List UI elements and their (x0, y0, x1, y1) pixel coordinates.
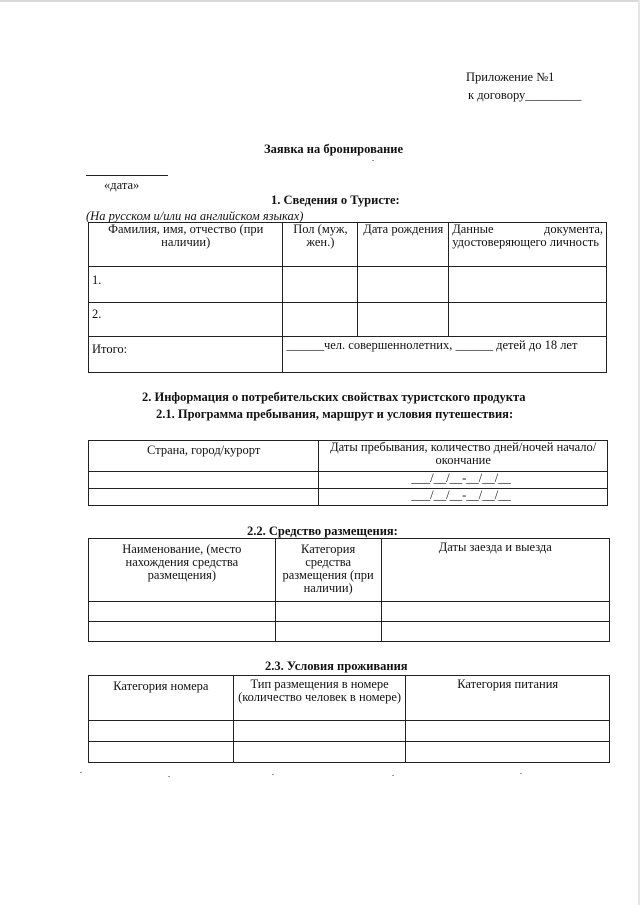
total-text: ______чел. совершеннолетних, ______ детей до 18 лет (283, 337, 607, 373)
scan-speck (520, 773, 522, 774)
tourist-row-number: 2. (89, 303, 283, 337)
tourist-table-header (89, 223, 607, 267)
scan-speck (272, 774, 274, 775)
table-row (89, 622, 610, 642)
table-row (89, 489, 608, 506)
room-table (88, 675, 610, 763)
scan-speck (168, 776, 170, 777)
route-date-field: ___/__/__-__/__/__ (319, 489, 608, 506)
scan-top-edge (0, 0, 640, 2)
total-label: Итого: (89, 337, 283, 373)
accommodation-table-header (89, 539, 610, 602)
scan-speck (392, 775, 394, 776)
route-col-place: Страна, город/курорт (89, 441, 319, 472)
tourist-table (88, 222, 607, 373)
table-row (89, 721, 610, 742)
room-col-category: Категория номера (89, 676, 234, 721)
route-col-dates: Даты пребывания, количество дней/ночей начало/окончание (319, 441, 608, 472)
section1-note: (На русском и/или на английском языках) (86, 209, 304, 223)
table-row (89, 472, 608, 489)
page-title: Заявка на бронирование (264, 142, 404, 156)
room-col-meals: Категория питания (406, 676, 610, 721)
section1-heading: 1. Сведения о Туристе: (271, 193, 400, 207)
table-row (89, 337, 607, 373)
section2-3-heading: 2.3. Условия проживания (265, 659, 408, 673)
acc-col-name: Наименование, (место нахождения средства размещения) (89, 539, 276, 602)
appendix-contract: к договору_________ (468, 88, 582, 102)
tourist-col-birth: Дата рождения (358, 223, 449, 267)
table-row (89, 303, 607, 337)
room-col-placement: Тип размещения в номере (количество человек в номере) (233, 676, 406, 721)
date-line (86, 175, 168, 176)
scan-speck (80, 772, 82, 773)
tourist-col-name: Фамилия, имя, отчество (при наличии) (89, 223, 283, 267)
route-date-field: ___/__/__-__/__/__ (319, 472, 608, 489)
scan-speck (372, 160, 374, 161)
section2-2-heading: 2.2. Средство размещения: (247, 524, 398, 538)
table-row (89, 267, 607, 303)
tourist-row-number: 1. (89, 267, 283, 303)
route-table-header (89, 441, 608, 472)
tourist-col-document: Данные документа, удостоверяющего личность (449, 223, 607, 267)
acc-col-category: Категория средства размещения (при наличии) (275, 539, 381, 602)
accommodation-table (88, 538, 610, 642)
route-table (88, 440, 608, 506)
room-table-header (89, 676, 610, 721)
table-row (89, 602, 610, 622)
section2-1-heading: 2.1. Программа пребывания, маршрут и условия путешествия: (156, 407, 514, 421)
table-row (89, 742, 610, 763)
section2-heading: 2. Информация о потребительских свойствах туристского продукта (142, 390, 526, 404)
tourist-col-sex: Пол (муж, жен.) (283, 223, 358, 267)
appendix-number: Приложение №1 (466, 70, 555, 84)
date-label: «дата» (104, 178, 140, 192)
acc-col-dates: Даты заезда и выезда (381, 539, 609, 602)
